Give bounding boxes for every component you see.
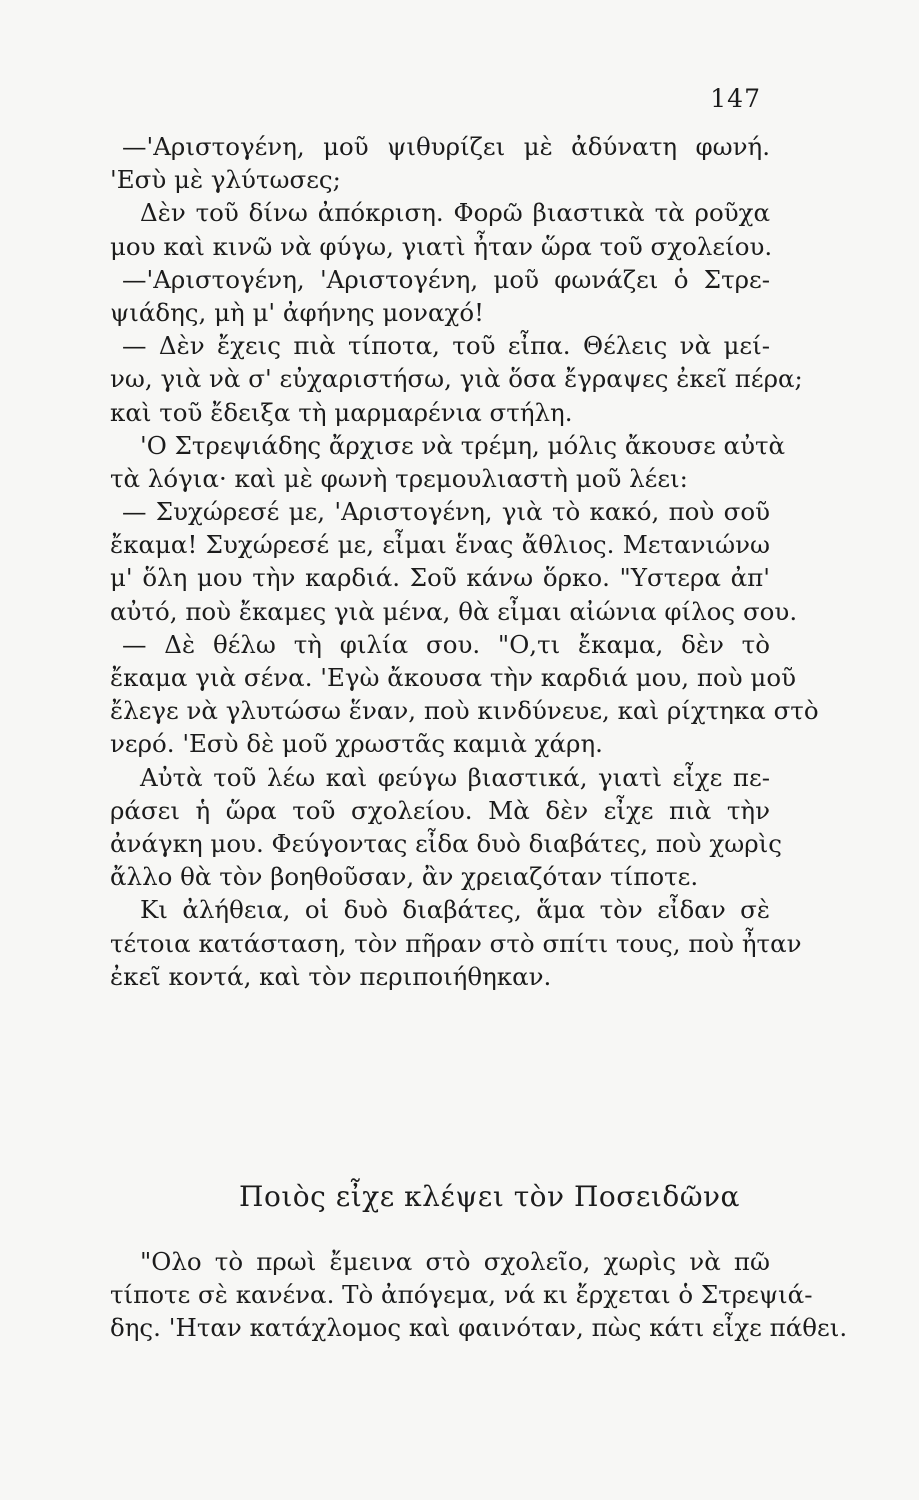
text-line: 'Εσὺ μὲ γλύτωσες; <box>110 165 341 195</box>
text-line: — Συχώρεσέ με, 'Αριστογένη, γιὰ τὸ κακό, ποὺ σοῦ <box>122 497 770 527</box>
text-line: ψιάδης, μὴ μ' ἀφήνης μοναχό! <box>110 297 484 327</box>
text-line: — Δὲ θέλω τὴ φιλία σου. "Ο,τι ἔκαμα, δὲν τὸ <box>122 629 770 659</box>
text-line: τίποτε σὲ κανένα. Τὸ ἀπόγεμα, νά κι ἔρχεται ὁ Στρεψιά- <box>110 1280 813 1310</box>
text-line: ἔλεγε νὰ γλυτώσω ἕναν, ποὺ κινδύνευε, καὶ ρίχτηκα στὸ <box>110 696 819 726</box>
text-line: τέτοια κατάσταση, τὸν πῆραν στὸ σπίτι τους, ποὺ ἦταν <box>110 928 802 958</box>
body-text <box>110 130 819 993</box>
text-line: —'Αριστογένη, μοῦ ψιθυρίζει μὲ ἀδύνατη φωνή. <box>122 132 770 161</box>
text-line: 'Ο Στρεψιάδης ἄρχισε νὰ τρέμη, μόλις ἄκουσε αὐτὰ <box>140 430 786 460</box>
text-line: ράσει ἡ ὥρα τοῦ σχολείου. Μὰ δὲν εἶχε πιὰ τὴν <box>110 795 770 825</box>
text-line: Αὐτὰ τοῦ λέω καὶ φεύγω βιαστικά, γιατὶ εἶχε πε- <box>140 762 770 792</box>
text-line: — Δὲν ἔχεις πιὰ τίποτα, τοῦ εἶπα. Θέλεις νὰ μεί- <box>122 331 770 361</box>
page-number: 147 <box>710 84 761 113</box>
text-line: ἔκαμα! Συχώρεσέ με, εἶμαι ἕνας ἄθλιος. Μετανιώνω <box>110 530 770 560</box>
section-heading <box>0 1180 919 1213</box>
text-line: Κι ἀλήθεια, οἱ δυὸ διαβάτες, ἅμα τὸν εἶδαν σὲ <box>140 895 770 925</box>
text-line: μου καὶ κινῶ νὰ φύγω, γιατὶ ἦταν ὥρα τοῦ σχολείου. <box>110 231 773 261</box>
text-line: ἀνάγκη μου. Φεύγοντας εἶδα δυὸ διαβάτες, ποὺ χωρὶς <box>110 828 782 858</box>
text-line: τὰ λόγια· καὶ μὲ φωνὴ τρεμουλιαστὴ μοῦ λέει: <box>110 463 688 493</box>
text-line: ἔκαμα γιὰ σένα. 'Εγὼ ἄκουσα τὴν καρδιά μου, ποὺ μοῦ <box>110 663 796 692</box>
text-line: ἐκεῖ κοντά, καὶ τὸν περιποιήθηκαν. <box>110 961 552 991</box>
text-line: μ' ὅλη μου τὴν καρδιά. Σοῦ κάνω ὅρκο. "Υστερα ἀπ' <box>110 563 770 593</box>
text-line: δης. 'Ηταν κατάχλομος καὶ φαινόταν, πὼς κάτι εἶχε πάθει. <box>110 1313 848 1343</box>
text-line: ἄλλο θὰ τὸν βοηθοῦσαν, ἂν χρειαζόταν τίποτε. <box>110 862 699 892</box>
section-heading-text: Ποιὸς εἶχε κλέψει τὸν Ποσειδῶνα <box>239 1180 740 1213</box>
text-line: —'Αριστογένη, 'Αριστογένη, μοῦ φωνάζει ὁ Στρε- <box>122 264 770 294</box>
text-line: νερό. 'Εσὺ δὲ μοῦ χρωστᾶς καμιὰ χάρη. <box>110 729 603 759</box>
text-line: καὶ τοῦ ἔδειξα τὴ μαρμαρένια στήλη. <box>110 397 573 427</box>
text-line: νω, γιὰ νὰ σ' εὐχαριστήσω, γιὰ ὅσα ἔγραψες ἐκεῖ πέρα; <box>110 364 803 394</box>
text-line: Δὲν τοῦ δίνω ἀπόκριση. Φορῶ βιαστικὰ τὰ ροῦχα <box>140 198 770 228</box>
text-line: "Ολο τὸ πρωὶ ἔμεινα στὸ σχολεῖο, χωρὶς νὰ πῶ <box>140 1247 770 1276</box>
text-line: αὐτό, ποὺ ἔκαμες γιὰ μένα, θὰ εἶμαι αἰώνια φίλος σου. <box>110 596 798 626</box>
section-text <box>110 1245 848 1345</box>
